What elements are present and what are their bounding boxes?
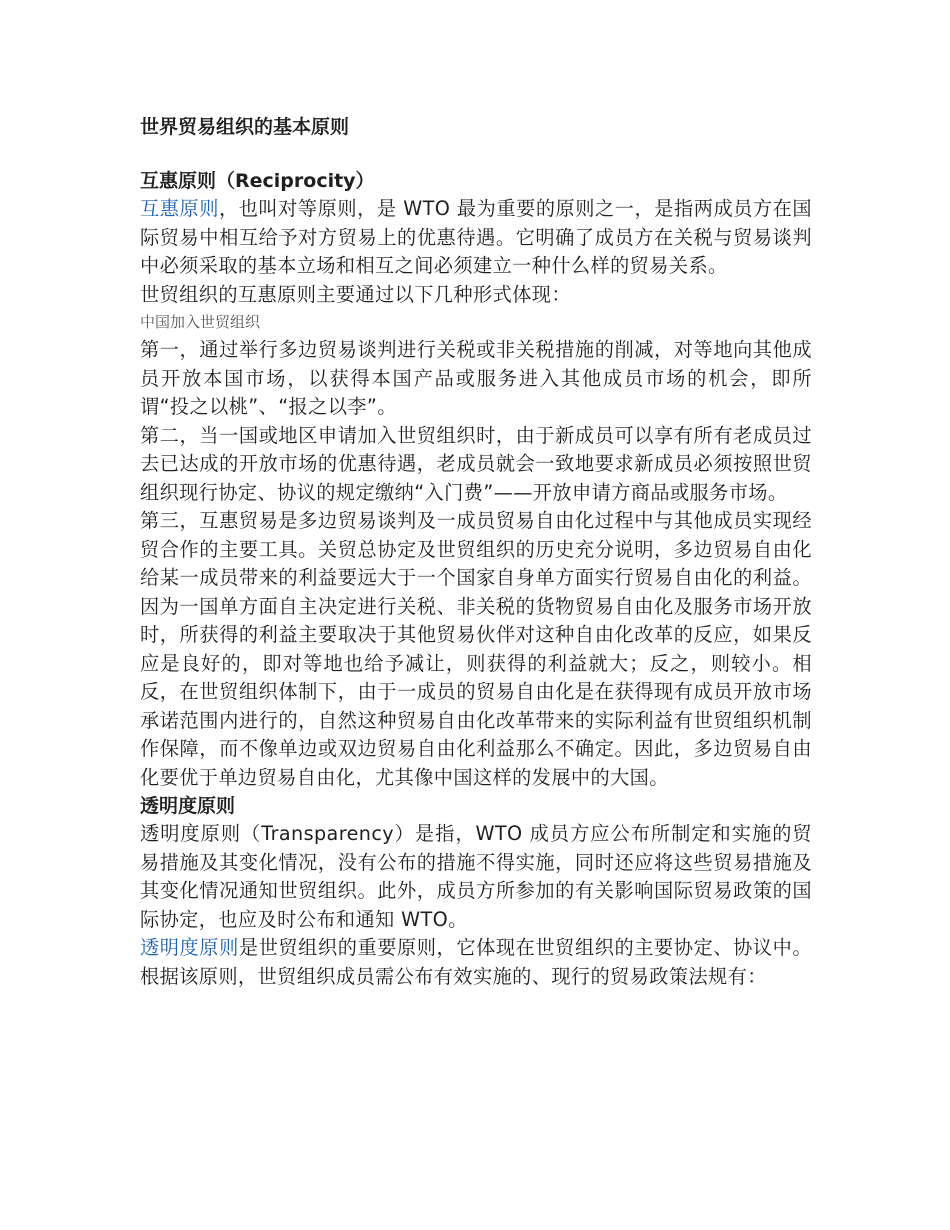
paragraph-reciprocity-second: 第二，当一国或地区申请加入世贸组织时，由于新成员可以享有所有老成员过去已达成的开放市场的优惠待遇，老成员就会一致地要求新成员必须按照世贸组织现行协定、协议的规定缴纳“入门费”——开放申请方商品或服务市场。: [140, 423, 812, 504]
link-reciprocity-principle[interactable]: 互惠原则: [140, 197, 219, 220]
paragraph-transparency-importance: [140, 934, 812, 991]
document-page: [140, 112, 812, 991]
paragraph-transparency-definition: 透明度原则（Transparency）是指，WTO 成员方应公布所制定和实施的贸易措施及其变化情况，没有公布的措施不得实施，同时还应将这些贸易措施及其变化情况通知世贸组织。此外，成员方所参加的有关影响国际贸易政策的国际协定，也应及时公布和通知 WTO。: [140, 822, 812, 931]
paragraph-reciprocity-third: 第三，互惠贸易是多边贸易谈判及一成员贸易自由化过程中与其他成员实现经贸合作的主要工具。关贸总协定及世贸组织的历史充分说明，多边贸易自由化给某一成员带来的利益要远大于一个国家自身单方面实行贸易自由化的利益。因为一国单方面自主决定进行关税、非关税的货物贸易自由化及服务市场开放时，所获得的利益主要取决于其他贸易伙伴对这种自由化改革的反应，如果反应是良好的，即对等地也给予减让，则获得的利益就大；反之，则较小。相反，在世贸组织体制下，由于一成员的贸易自由化是在获得现有成员开放市场承诺范围内进行的，自然这种贸易自由化改革带来的实际利益有世贸组织机制作保障，而不像单边或双边贸易自由化利益那么不确定。因此，多边贸易自由化要优于单边贸易自由化，尤其像中国这样的发展中的大国。: [140, 509, 812, 789]
paragraph-text: 是世贸组织的重要原则，它体现在世贸组织的主要协定、协议中。根据该原则，世贸组织成员需公布有效实施的、现行的贸易政策法规有：: [140, 936, 812, 988]
paragraph-text: ，也叫对等原则，是 WTO 最为重要的原则之一，是指两成员方在国际贸易中相互给予对方贸易上的优惠待遇。它明确了成员方在关税与贸易谈判中必须采取的基本立场和相互之间必须建立一种什么样的贸易关系。: [140, 197, 812, 277]
paragraph-reciprocity-first: 第一，通过举行多边贸易谈判进行关税或非关税措施的削减，对等地向其他成员开放本国市场，以获得本国产品或服务进入其他成员市场的机会，即所谓“投之以桃”、“报之以李”。: [140, 338, 812, 418]
paragraph-reciprocity-forms-intro: 世贸组织的互惠原则主要通过以下几种形式体现：: [140, 282, 571, 306]
section-heading-transparency: 透明度原则: [140, 795, 236, 817]
image-caption: 中国加入世贸组织: [140, 313, 261, 331]
link-transparency-principle[interactable]: 透明度原则: [140, 936, 239, 959]
document-title: 世界贸易组织的基本原则: [140, 116, 350, 138]
paragraph-reciprocity-definition: [140, 195, 812, 281]
section-heading-reciprocity: 互惠原则（Reciprocity）: [140, 170, 375, 192]
